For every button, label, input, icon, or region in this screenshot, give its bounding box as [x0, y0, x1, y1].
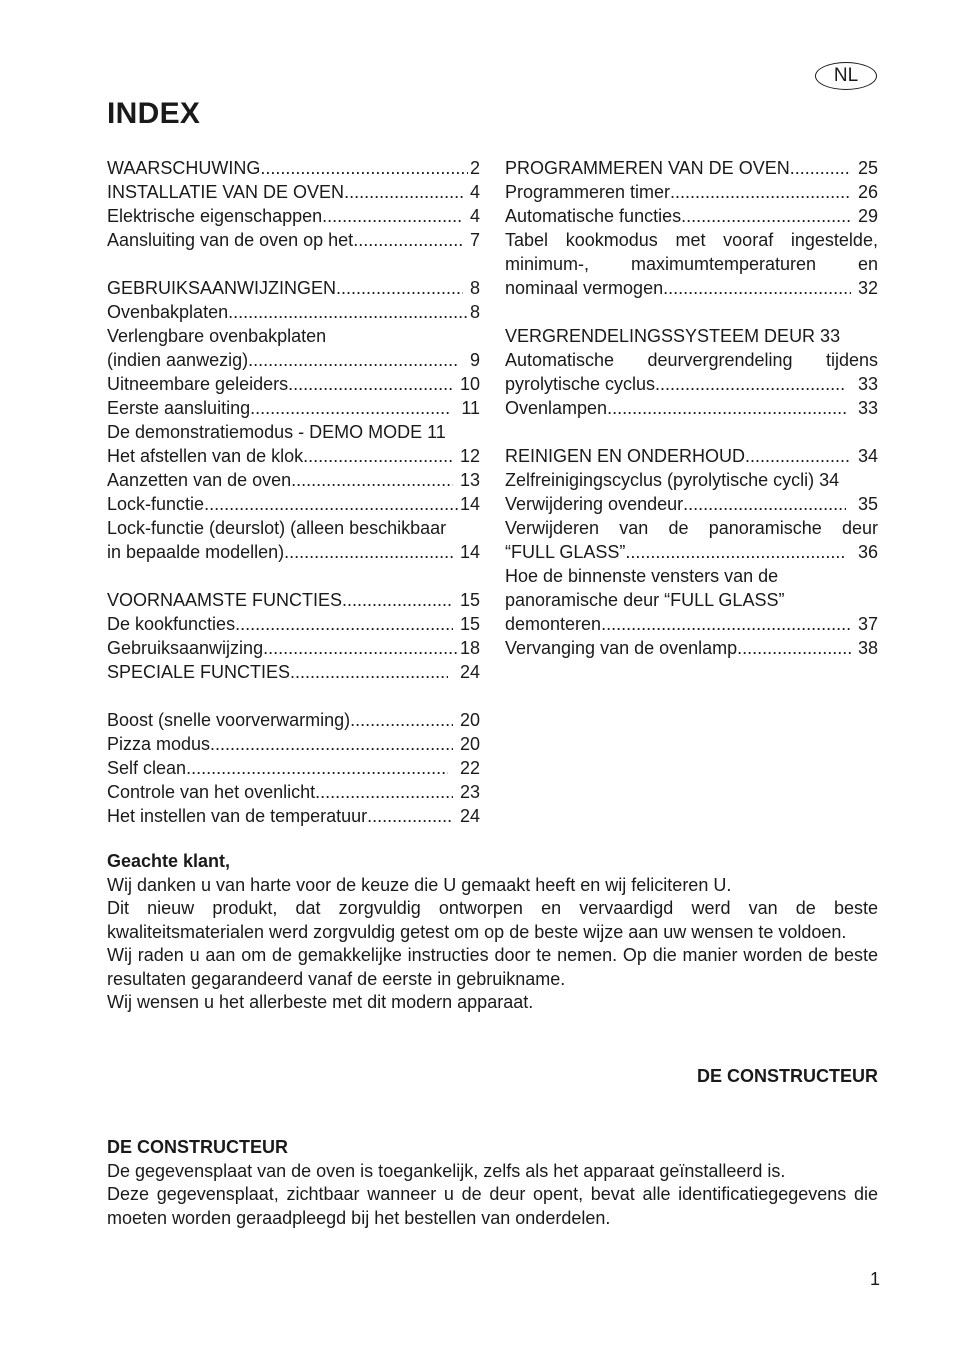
toc-entry: [505, 540, 878, 564]
toc-dot-leader: [683, 492, 846, 516]
toc-entry-label: Uitneembare geleiders: [107, 374, 289, 394]
toc-entry-label: WAARSCHUWING: [107, 158, 261, 178]
toc-word: Automatische: [505, 350, 615, 370]
toc-entry-label: Lock-functie: [107, 494, 205, 514]
toc-spacer: [505, 300, 878, 324]
page-title: INDEX: [107, 97, 201, 130]
toc-entry: [505, 492, 878, 516]
toc-entry-label: Automatische functies: [505, 206, 682, 226]
toc-entry-label: Het afstellen van de klok: [107, 446, 304, 466]
toc-entry-page: 36: [847, 542, 878, 562]
toc-entry-page: 15: [454, 590, 480, 610]
toc-entry-page: 37: [852, 614, 878, 634]
toc-word: Tabel: [505, 230, 549, 250]
data-plate-heading: DE CONSTRUCTEUR: [107, 1137, 289, 1157]
toc-entry-page: 8: [469, 302, 480, 322]
toc-entry-label: Boost (snelle voorverwarming): [107, 710, 351, 730]
toc-right-column: [505, 156, 878, 660]
toc-entry: [107, 204, 480, 228]
toc-entry: [107, 276, 480, 300]
toc-spacer: [107, 564, 480, 588]
toc-entry-label: Programmeren timer: [505, 182, 671, 202]
toc-entry-label: Controle van het ovenlicht: [107, 782, 316, 802]
toc-dot-leader: [303, 444, 453, 468]
toc-dot-leader: [670, 180, 851, 204]
toc-entry-page: 20: [454, 734, 480, 754]
toc-entry-label: De kookfuncties: [107, 614, 236, 634]
toc-entry-page: 33: [847, 374, 878, 394]
toc-dot-leader: [288, 372, 453, 396]
toc-dot-leader: [367, 804, 453, 828]
toc-dot-leader: [210, 732, 453, 756]
toc-entry: [107, 660, 480, 684]
toc-dot-leader: [601, 612, 851, 636]
toc-entry-label: Eerste aansluiting: [107, 398, 251, 418]
toc-entry-page: 22: [449, 758, 480, 778]
toc-entry-page: 38: [852, 638, 878, 658]
toc-entry: [505, 372, 878, 396]
toc-entry: [107, 468, 480, 492]
toc-entry: [107, 492, 480, 516]
toc-word: van: [619, 518, 649, 538]
toc-dot-leader: [663, 276, 851, 300]
toc-entry-page: 29: [852, 206, 878, 226]
toc-entry-page: 13: [454, 470, 480, 490]
toc-dot-leader: [248, 348, 458, 372]
letter-to-customer: [107, 850, 878, 1015]
toc-word: deur: [841, 518, 878, 538]
toc-word: met: [675, 230, 706, 250]
toc-dot-leader: [263, 636, 458, 660]
toc-dot-leader: [737, 636, 851, 660]
toc-entry-label: Ovenbakplaten: [107, 302, 229, 322]
toc-dot-leader: [342, 588, 453, 612]
toc-entry-page: 35: [847, 494, 878, 514]
toc-dot-leader: [228, 300, 468, 324]
letter-paragraph: Dit nieuw produkt, dat zorgvuldig ontworpen en vervaardigd werd van de beste kwaliteitsmaterialen werd zorgvuldig getest om op de beste wijze aan uw wensen te voldoen.: [107, 898, 878, 942]
toc-entry-page: 34: [852, 446, 878, 466]
toc-entry: [107, 708, 480, 732]
toc-entry: [107, 396, 480, 420]
data-plate-paragraph: Deze gegevensplaat, zichtbaar wanneer u de deur opent, bevat alle identificatiegegevens die moeten worden geraadpleegd bij het bestellen van onderdelen.: [107, 1184, 878, 1228]
toc-entry-text: [505, 516, 878, 540]
toc-entry-label: in bepaalde modellen): [107, 542, 285, 562]
toc-entry: [107, 636, 480, 660]
toc-entry-label: Gebruiksaanwijzing: [107, 638, 264, 658]
data-plate-paragraph: De gegevensplaat van de oven is toegankelijk, zelfs als het apparaat geïnstalleerd is.: [107, 1160, 786, 1181]
toc-dot-leader: [291, 468, 453, 492]
toc-entry-label: Self clean: [107, 758, 187, 778]
toc-entry-page: 15: [454, 614, 480, 634]
toc-entry-label: INSTALLATIE VAN DE OVEN: [107, 182, 345, 202]
toc-entry: [107, 540, 480, 564]
toc-entry-label: Elektrische eigenschappen: [107, 206, 323, 226]
toc-word: vooraf: [723, 230, 774, 250]
toc-entry-label: demonteren: [505, 614, 602, 634]
toc-left-column: [107, 156, 480, 828]
toc-word: maximumtemperaturen: [630, 254, 817, 274]
letter-paragraph: Wij raden u aan om de gemakkelijke instructies door te nemen. Op die manier worden de beste resultaten gegarandeerd vanaf de eerste in gebruikname.: [107, 945, 878, 989]
toc-entry-label: “FULL GLASS”: [505, 542, 626, 562]
toc-entry-text: De demonstratiemodus - DEMO MODE 11: [107, 422, 446, 442]
toc-dot-leader: [353, 228, 463, 252]
toc-entry: [107, 156, 480, 180]
letter-signature: DE CONSTRUCTEUR: [696, 1066, 878, 1086]
toc-entry-page: 8: [464, 278, 480, 298]
toc-dot-leader: [260, 156, 468, 180]
toc-entry-text: Zelfreinigingscyclus (pyrolytische cycli) 34: [505, 470, 840, 490]
toc-entry: [505, 180, 878, 204]
toc-entry: [107, 348, 480, 372]
toc-entry-page: 4: [464, 206, 480, 226]
toc-dot-leader: [790, 156, 851, 180]
toc-dot-leader: [745, 444, 851, 468]
toc-dot-leader: [350, 708, 453, 732]
toc-entry: [107, 588, 480, 612]
toc-entry: [505, 636, 878, 660]
toc-spacer: [107, 684, 480, 708]
toc-entry-page: 23: [454, 782, 480, 802]
toc-entry-label: (indien aanwezig): [107, 350, 249, 370]
toc-entry: [505, 276, 878, 300]
toc-entry: [107, 756, 480, 780]
toc-entry-label: PROGRAMMEREN VAN DE OVEN: [505, 158, 790, 178]
toc-entry-page: 26: [852, 182, 878, 202]
toc-entry-page: 7: [464, 230, 480, 250]
toc-entry-page: 9: [459, 350, 480, 370]
toc-dot-leader: [315, 780, 453, 804]
toc-entry-label: Vervanging van de ovenlamp: [505, 638, 738, 658]
toc-entry-label: Pizza modus: [107, 734, 211, 754]
toc-word: minimum-,: [505, 254, 589, 274]
toc-entry: [107, 612, 480, 636]
toc-word: de: [668, 518, 689, 538]
toc-entry-label: Aansluiting van de oven op het: [107, 230, 354, 250]
toc-entry-page: 14: [454, 542, 480, 562]
toc-dot-leader: [250, 396, 449, 420]
toc-dot-leader: [322, 204, 463, 228]
toc-dot-leader: [235, 612, 453, 636]
toc-entry-page: 18: [459, 638, 480, 658]
toc-entry-text: [505, 252, 878, 276]
toc-entry: [107, 372, 480, 396]
toc-entry-page: 24: [454, 806, 480, 826]
toc-entry: [505, 612, 878, 636]
toc-word: kookmodus: [565, 230, 658, 250]
toc-entry-page: 25: [852, 158, 878, 178]
toc-dot-leader: [655, 372, 846, 396]
toc-spacer: [505, 420, 878, 444]
toc-spacer: [107, 252, 480, 276]
toc-entry: [107, 228, 480, 252]
language-badge: NL: [815, 62, 877, 90]
toc-entry-label: VOORNAAMSTE FUNCTIES: [107, 590, 343, 610]
toc-word: Verwijderen: [505, 518, 600, 538]
toc-entry: [107, 804, 480, 828]
toc-entry-label: GEBRUIKSAANWIJZINGEN: [107, 278, 337, 298]
letter-paragraph: Wij wensen u het allerbeste met dit modern apparaat.: [107, 992, 534, 1012]
toc-entry-text: Lock-functie (deurslot) (alleen beschikbaar: [107, 518, 447, 538]
toc-entry-label: nominaal vermogen: [505, 278, 664, 298]
toc-entry: [505, 396, 878, 420]
toc-entry-label: Verwijdering ovendeur: [505, 494, 684, 514]
toc-entry-page: 12: [454, 446, 480, 466]
toc-word: ingestelde,: [790, 230, 878, 250]
toc-entry-text: Hoe de binnenste vensters van de: [505, 566, 779, 586]
toc-entry: [107, 300, 480, 324]
toc-dot-leader: [607, 396, 846, 420]
toc-entry-page: 20: [454, 710, 480, 730]
toc-entry-label: Aanzetten van de oven: [107, 470, 292, 490]
toc-entry-text: [505, 348, 878, 372]
toc-entry-label: REINIGEN EN ONDERHOUD: [505, 446, 746, 466]
toc-entry-page: 14: [459, 494, 480, 514]
toc-entry: [107, 444, 480, 468]
toc-entry-label: SPECIALE FUNCTIES: [107, 662, 291, 682]
toc-entry-text: [505, 228, 878, 252]
toc-entry: [505, 204, 878, 228]
toc-entry-page: 24: [449, 662, 480, 682]
toc-entry-page: 32: [852, 278, 878, 298]
toc-entry-text: panoramische deur “FULL GLASS”: [505, 590, 785, 610]
toc-dot-leader: [336, 276, 463, 300]
data-plate-section: [107, 1136, 878, 1230]
toc-entry-page: 10: [454, 374, 480, 394]
toc-dot-leader: [204, 492, 458, 516]
toc-word: panoramische: [708, 518, 822, 538]
letter-greeting: Geachte klant,: [107, 851, 231, 871]
toc-dot-leader: [625, 540, 846, 564]
toc-word: en: [857, 254, 878, 274]
toc-word: tijdens: [825, 350, 878, 370]
toc-entry-page: 11: [451, 398, 480, 418]
toc-entry-label: pyrolytische cyclus: [505, 374, 656, 394]
toc-dot-leader: [344, 180, 463, 204]
toc-dot-leader: [284, 540, 453, 564]
toc-entry-label: Het instellen van de temperatuur: [107, 806, 368, 826]
toc-dot-leader: [681, 204, 851, 228]
toc-entry-text: Verlengbare ovenbakplaten: [107, 326, 327, 346]
toc-entry: [107, 180, 480, 204]
page-number: 1: [870, 1269, 881, 1289]
toc-dot-leader: [186, 756, 448, 780]
toc-entry-page: 2: [469, 158, 480, 178]
letter-paragraph: Wij danken u van harte voor de keuze die U gemaakt heeft en wij feliciteren U.: [107, 874, 732, 895]
toc-entry: [107, 780, 480, 804]
toc-entry: [505, 156, 878, 180]
toc-entry-label: Ovenlampen: [505, 398, 608, 418]
toc-entry: [107, 732, 480, 756]
toc-dot-leader: [290, 660, 448, 684]
toc-entry-text: VERGRENDELINGSSYSTEEM DEUR 33: [505, 326, 841, 346]
toc-entry-page: 33: [847, 398, 878, 418]
toc-entry: [505, 444, 878, 468]
toc-word: deurvergrendeling: [647, 350, 793, 370]
toc-entry-page: 4: [464, 182, 480, 202]
